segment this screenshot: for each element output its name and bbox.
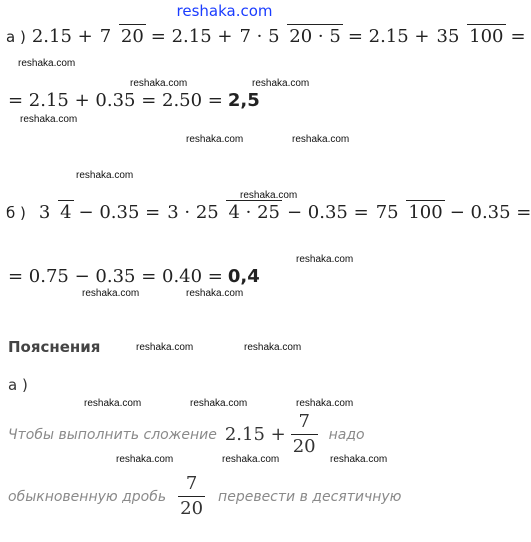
part-b-answer: 0,4: [227, 266, 260, 287]
watermark: reshaka.com: [18, 58, 76, 69]
explanation-line-2: [8, 474, 401, 519]
fraction-denominator: 20: [120, 26, 144, 47]
explanation-text-1-end: надо: [328, 426, 365, 443]
watermark: reshaka.com: [244, 342, 302, 353]
watermark: reshaka.com: [186, 134, 244, 145]
explanation-heading: Пояснения: [8, 338, 101, 356]
explanation-label-a: а ): [8, 376, 28, 394]
part-b-fraction-3: [374, 200, 445, 225]
watermark: reshaka.com: [190, 398, 248, 409]
watermark: reshaka.com: [240, 190, 298, 201]
fraction-denominator: 20 · 5: [289, 26, 341, 47]
part-b-line-1: [6, 200, 531, 225]
fraction-numerator: 3: [38, 202, 51, 223]
watermark: reshaka.com: [222, 454, 280, 465]
fraction-numerator: 3 · 25: [167, 202, 219, 223]
explanation-text-2: обыкновенную дробь: [8, 488, 167, 505]
watermark: reshaka.com: [296, 398, 354, 409]
part-a-fraction-3: [435, 24, 506, 49]
site-title[interactable]: reshaka.com: [176, 2, 273, 20]
part-a-label: а ): [6, 27, 26, 46]
watermark: reshaka.com: [76, 170, 134, 181]
fraction-denominator: 20: [292, 436, 316, 457]
fraction-numerator: 35: [436, 26, 460, 47]
watermark: reshaka.com: [82, 288, 140, 299]
explanation-line-1: [8, 412, 365, 457]
part-a-line-2: [8, 90, 260, 111]
fraction-denominator: 100: [469, 26, 504, 47]
part-a-eq-3: =: [510, 26, 526, 47]
fraction-denominator: 20: [180, 498, 204, 519]
watermark: reshaka.com: [136, 342, 194, 353]
part-b-line-2-text: = 0.75 − 0.35 = 0.40 =: [8, 266, 223, 287]
part-b-fraction-2: [165, 200, 282, 225]
fraction-numerator: 7: [99, 26, 112, 47]
fraction-numerator: 75: [375, 202, 399, 223]
watermark: reshaka.com: [296, 254, 354, 265]
part-a-line-2-text: = 2.15 + 0.35 = 2.50 =: [8, 90, 223, 111]
part-b-label: б ): [6, 203, 26, 222]
part-a-fraction-2: [237, 24, 342, 49]
part-a-fraction-1: [98, 24, 146, 49]
part-a-eq-2: = 2.15 +: [347, 26, 430, 47]
watermark: reshaka.com: [84, 398, 142, 409]
part-b-term-3: − 0.35 =: [449, 202, 531, 223]
fraction-numerator: 7 · 5: [239, 26, 280, 47]
fraction-denominator: 4 · 25: [228, 202, 280, 223]
part-b-term-1: − 0.35 =: [78, 202, 161, 223]
watermark: reshaka.com: [116, 454, 174, 465]
watermark: reshaka.com: [130, 78, 188, 89]
part-b-line-2: [8, 266, 260, 287]
fraction-denominator: 100: [408, 202, 443, 223]
fraction-denominator: 4: [60, 202, 72, 223]
explanation-text-1: Чтобы выполнить сложение: [8, 426, 217, 443]
part-a-term-1: 2.15 +: [31, 26, 93, 47]
explanation-math-1: 2.15 +: [224, 424, 286, 445]
explanation-text-2-end: перевести в десятичную: [218, 488, 402, 505]
fraction-numerator: 7: [298, 411, 310, 432]
part-a-answer: 2,5: [227, 90, 260, 111]
fraction-numerator: 7: [185, 473, 198, 494]
watermark: reshaka.com: [252, 78, 310, 89]
part-a-eq-1: = 2.15 +: [150, 26, 233, 47]
watermark: reshaka.com: [330, 454, 388, 465]
watermark: reshaka.com: [292, 134, 350, 145]
watermark: reshaka.com: [186, 288, 244, 299]
part-b-term-2: − 0.35 =: [287, 202, 369, 223]
explanation-fraction-1: [291, 412, 318, 457]
watermark: reshaka.com: [20, 114, 78, 125]
part-b-fraction-1: [37, 200, 74, 225]
explanation-fraction-2: [178, 474, 205, 519]
part-a-line-1: [6, 24, 526, 49]
